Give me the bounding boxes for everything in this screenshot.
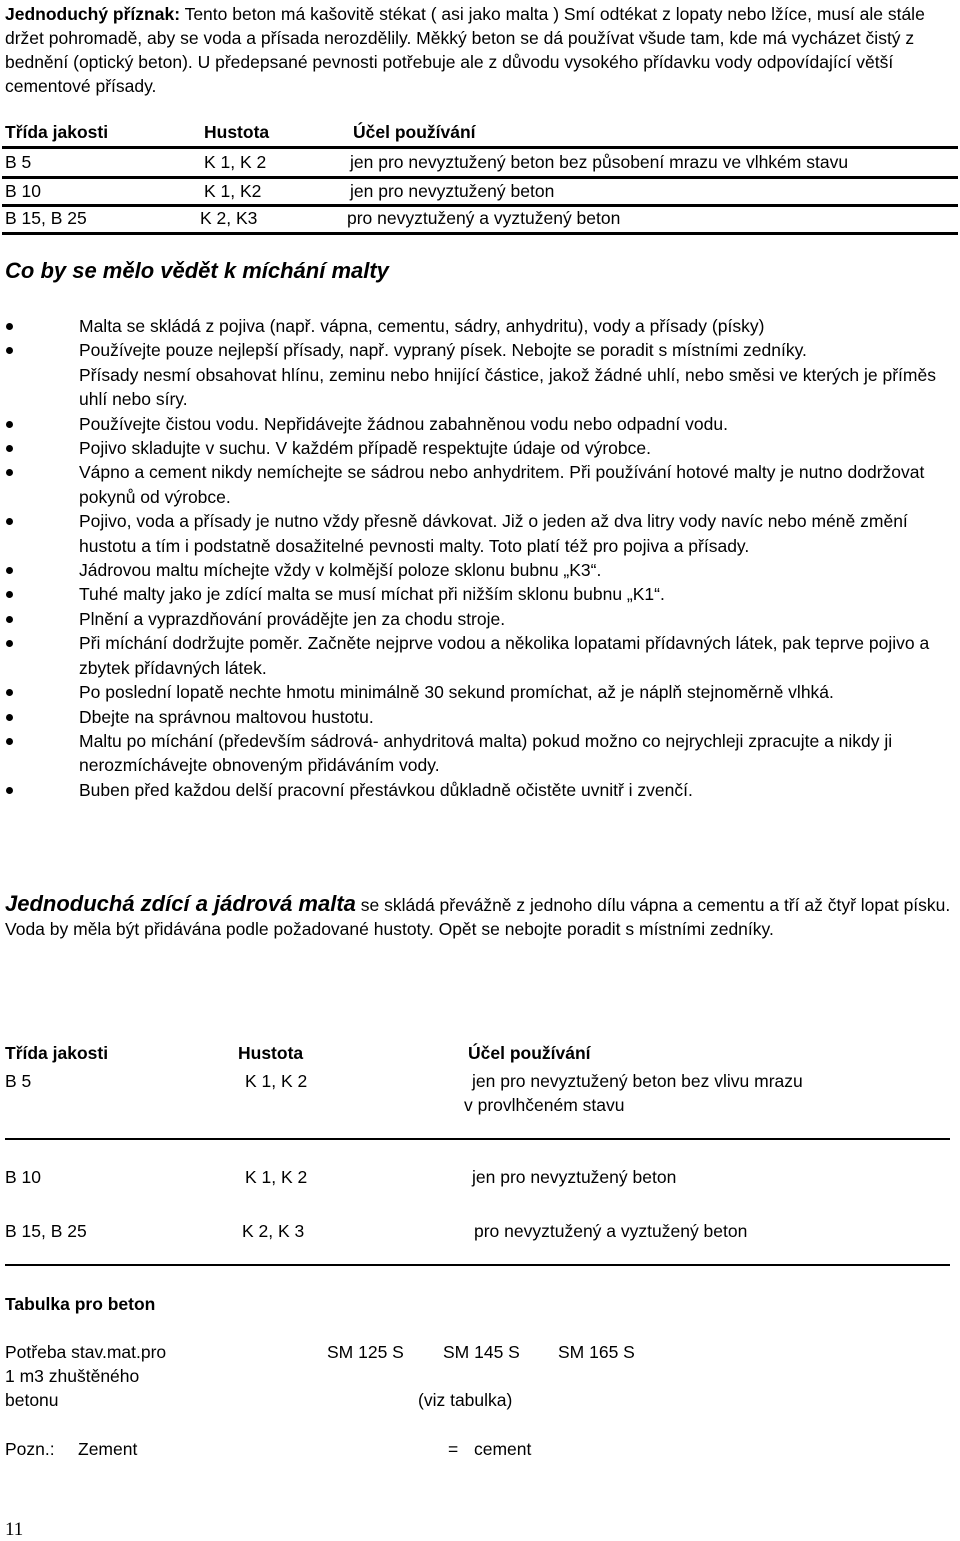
- bullet-icon: [6, 787, 13, 794]
- list-item: Dbejte na správnou maltovou hustotu.: [0, 705, 955, 729]
- table2-rule: [5, 1138, 950, 1140]
- beton-row-label: Potřeba stav.mat.pro: [5, 1342, 167, 1362]
- list-item: Při míchání dodržujte poměr. Začněte nejprve vodou a několika lopatami přídavných látek, pak teprve pojivo a zbytek přídavných látek.: [0, 631, 955, 680]
- bullet-icon: [6, 421, 13, 428]
- bullet-icon: [6, 591, 13, 598]
- list-item: Vápno a cement nikdy nemíchejte se sádrou nebo anhydritem. Při používání hotové malty je nutno dodržovat pokynů od výrobce.: [0, 460, 955, 509]
- table2-cell: K 2, K 3: [242, 1221, 305, 1241]
- table2-cell: jen pro nevyztužený beton bez vlivu mrazu: [472, 1071, 803, 1091]
- table2-cell: jen pro nevyztužený beton: [472, 1167, 677, 1187]
- table1-cell: K 2, K3: [200, 208, 258, 228]
- table2-cell: B 5: [5, 1071, 32, 1091]
- beton-table-title: Tabulka pro beton: [5, 1294, 156, 1314]
- beton-row-label: 1 m3 zhuštěného: [5, 1366, 140, 1386]
- table1-cell: K 1, K2: [204, 181, 262, 201]
- section-title: Co by se mělo vědět k míchání malty: [5, 258, 389, 283]
- bullet-icon: [6, 714, 13, 721]
- list-item: Maltu po míchání (především sádrová- anhydritová malta) pokud možno co nejrychleji zpracujte a nikdy ji nerozmíchávejte obnoveným přidáváním vody.: [0, 729, 955, 778]
- intro-paragraph: [5, 2, 955, 98]
- bullet-icon: [6, 616, 13, 623]
- bullet-icon: [6, 689, 13, 696]
- bullet-icon: [6, 347, 13, 354]
- table1-cell: pro nevyztužený a vyztužený beton: [347, 208, 621, 228]
- table2-header-density: Hustota: [238, 1043, 304, 1063]
- beton-row-label: betonu: [5, 1390, 59, 1410]
- note-term: Zement: [78, 1439, 138, 1459]
- intro-lead: Jednoduchý příznak:: [5, 4, 181, 24]
- table2-header-class: Třída jakosti: [5, 1043, 109, 1063]
- list-item: Po poslední lopatě nechte hmotu minimálně 30 sekund promíchat, až je náplň stejnoměrně vlhká.: [0, 680, 955, 704]
- table2-cell: pro nevyztužený a vyztužený beton: [474, 1221, 748, 1241]
- table2-cell: K 1, K 2: [245, 1071, 308, 1091]
- table1-rule: [2, 146, 958, 149]
- bullet-icon: [6, 323, 13, 330]
- note-eq: =: [448, 1439, 459, 1459]
- table1-cell: jen pro nevyztužený beton bez působení mrazu ve vlhkém stavu: [350, 152, 849, 172]
- intro-text: Tento beton má kašovitě stékat ( asi jako malta ) Smí odtékat z lopaty nebo lžíce, musí ale stále držet pohromadě, aby se voda a přísada nerozdělily. Měkký beton se dá používat všude tam, kde má vycházet čistý z bednění (optický beton). U předepsané pevnosti potřebuje ale z důvodu vysokého přídavku vody odpovídající větší cementové přísady.: [5, 4, 925, 96]
- list-item: Přísady nesmí obsahovat hlínu, zeminu nebo hnijící částice, jakož žádné uhlí, nebo směsi ve kterých je příměs uhlí nebo síry.: [79, 364, 936, 410]
- beton-column: SM 145 S: [443, 1342, 520, 1362]
- bullet-icon: [6, 567, 13, 574]
- table1-header-purpose: Účel používání: [353, 122, 476, 142]
- list-item: Tuhé malty jako je zdící malta se musí míchat při nižším sklonu bubnu „K1“.: [0, 582, 955, 606]
- list-item: Malta se skládá z pojiva (např. vápna, cementu, sádry, anhydritu), vody a přísady (písky): [0, 314, 955, 338]
- note-value: cement: [474, 1439, 532, 1459]
- table2-cell: v provlhčeném stavu: [464, 1095, 625, 1115]
- beton-column: SM 125 S: [327, 1342, 404, 1362]
- table1-rule: [2, 176, 958, 179]
- mixing-tips-list: [0, 314, 955, 802]
- list-item: Používejte pouze nejlepší přísady, např. vypraný písek. Nebojte se poradit s místními zedníky.: [0, 338, 955, 362]
- table1-cell: B 15, B 25: [5, 208, 87, 228]
- table1-rule: [2, 232, 958, 235]
- page-number: 11: [5, 1519, 24, 1540]
- table1-cell: B 10: [5, 181, 41, 201]
- list-item: Jádrovou maltu míchejte vždy v kolmější poloze sklonu bubnu „K3“.: [0, 558, 955, 582]
- table1-cell: jen pro nevyztužený beton: [350, 181, 555, 201]
- list-item: Pojivo, voda a přísady je nutno vždy přesně dávkovat. Již o jeden až dva litry vody navíc nebo méně změní hustotu a tím i podstatně dosažitelné pevnosti malty. Toto platí též pro pojiva a přísady.: [0, 509, 955, 558]
- list-item: Buben před každou delší pracovní přestávkou důkladně očistěte uvnitř i zvenčí.: [0, 778, 955, 802]
- table2-header-purpose: Účel používání: [468, 1043, 591, 1063]
- list-item: Plnění a vyprazdňování provádějte jen za chodu stroje.: [0, 607, 955, 631]
- table2-cell: K 1, K 2: [245, 1167, 308, 1187]
- table2-cell: B 15, B 25: [5, 1221, 87, 1241]
- mortar-text: se skládá převážně z jednoho dílu vápna a cementu a tří až čtyř lopat písku. Voda by měla být přidávána podle požadované hustoty. Opět se nebojte poradit s místními zedníky.: [5, 895, 951, 939]
- table1-cell: B 5: [5, 152, 32, 172]
- table2-rule: [5, 1264, 950, 1266]
- table1-header-class: Třída jakosti: [5, 122, 109, 142]
- note-label: Pozn.:: [5, 1439, 55, 1459]
- bullet-icon: [6, 738, 13, 745]
- bullet-icon: [6, 469, 13, 476]
- mortar-paragraph: [5, 892, 955, 941]
- beton-column: SM 165 S: [558, 1342, 635, 1362]
- list-item: Pojivo skladujte v suchu. V každém případě respektujte údaje od výrobce.: [0, 436, 955, 460]
- list-item: Používejte čistou vodu. Nepřidávejte žádnou zabahněnou vodu nebo odpadní vodu.: [0, 412, 955, 436]
- mortar-lead: Jednoduchá zdící a jádrová malta: [5, 891, 356, 916]
- bullet-icon: [6, 640, 13, 647]
- table1-header-density: Hustota: [204, 122, 270, 142]
- bullet-icon: [6, 445, 13, 452]
- table2-cell: B 10: [5, 1167, 41, 1187]
- table1-rule: [2, 204, 958, 207]
- table1-cell: K 1, K 2: [204, 152, 267, 172]
- beton-ref: (viz tabulka): [418, 1390, 513, 1410]
- bullet-icon: [6, 518, 13, 525]
